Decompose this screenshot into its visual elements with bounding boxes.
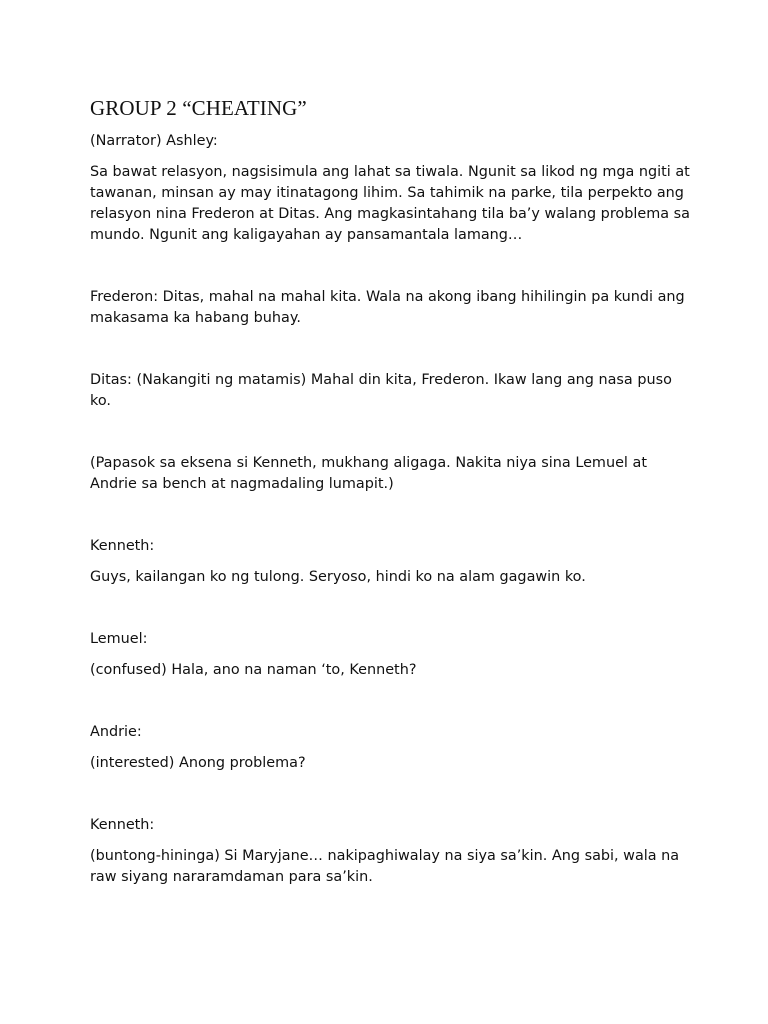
document-title: GROUP 2 “CHEATING”: [90, 96, 307, 120]
dialogue-kenneth: Guys, kailangan ko ng tulong. Seryoso, hindi ko na alam gagawin ko.: [90, 569, 586, 585]
narrator-label: (Narrator) Ashley:: [90, 133, 218, 149]
speaker-lemuel: Lemuel:: [90, 631, 148, 647]
dialogue-frederon: Frederon: Ditas, mahal na mahal kita. Wala na akong ibang hihilingin pa kundi ang makasama ka habang buhay.: [90, 289, 685, 326]
dialogue-andrie: (interested) Anong problema?: [90, 755, 306, 771]
stage-direction: (Papasok sa eksena si Kenneth, mukhang aligaga. Nakita niya sina Lemuel at Andrie sa bench at nagmadaling lumapit.): [90, 455, 647, 492]
narration-paragraph: Sa bawat relasyon, nagsisimula ang lahat sa tiwala. Ngunit sa likod ng mga ngiti at tawanan, minsan ay may itinatagong lihim. Sa tahimik na parke, tila perpekto ang relasyon nina Frederon at Ditas. Ang magkasintahang tila ba’y walang problema sa mundo. Ngunit ang kaligayahan ay pansamantala lamang…: [90, 164, 690, 243]
document-body: [90, 94, 690, 888]
speaker-kenneth: Kenneth:: [90, 538, 155, 554]
dialogue-kenneth: (buntong-hininga) Si Maryjane… nakipaghiwalay na siya sa’kin. Ang sabi, wala na raw siyang nararamdaman para sa’kin.: [90, 848, 680, 885]
dialogue-ditas: Ditas: (Nakangiti ng matamis) Mahal din kita, Frederon. Ikaw lang ang nasa puso ko.: [90, 372, 672, 409]
dialogue-lemuel: (confused) Hala, ano na naman ‘to, Kenneth?: [90, 662, 417, 678]
speaker-andrie: Andrie:: [90, 724, 142, 740]
speaker-kenneth: Kenneth:: [90, 817, 155, 833]
